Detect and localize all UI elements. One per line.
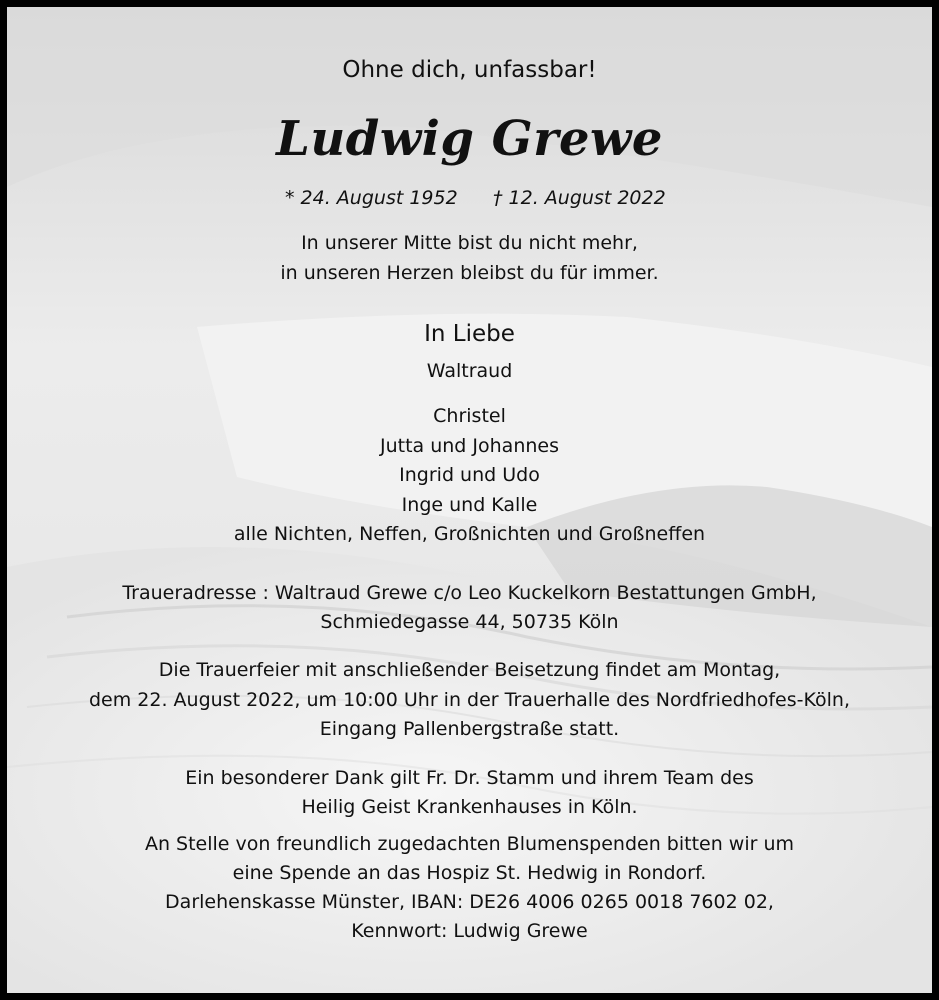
mourner: Jutta und Johannes (380, 435, 559, 457)
mourner: alle Nichten, Neffen, Großnichten und Großneffen (233, 523, 706, 545)
verse-line: In unserer Mitte bist du nicht mehr, (301, 232, 638, 254)
mourner: Ingrid und Udo (399, 464, 540, 486)
thanks-line: Heilig Geist Krankenhauses in Köln. (301, 796, 638, 818)
mourner: Inge und Kalle (401, 494, 538, 516)
obituary-text (7, 7, 932, 993)
ceremony-line: dem 22. August 2022, um 10:00 Uhr in der Trauerhalle des Nordfriedhofes-Köln, (88, 689, 850, 711)
address-line: Schmiedegasse 44, 50735 Köln (320, 611, 619, 633)
life-dates (7, 187, 932, 213)
mourner: Christel (433, 405, 506, 427)
address-line: Traueradresse : Waltraud Grewe c/o Leo Kuckelkorn Bestattungen GmbH, (122, 582, 817, 604)
thanks-line: Ein besonderer Dank gilt Fr. Dr. Stamm und ihrem Team des (185, 767, 754, 789)
verse-line: in unseren Herzen bleibst du für immer. (280, 262, 659, 284)
death-date: † 12. August 2022 (493, 187, 666, 209)
ceremony-line: Eingang Pallenbergstraße statt. (319, 718, 620, 740)
donation-line: eine Spende an das Hospiz St. Hedwig in Rondorf. (232, 862, 707, 884)
donation-line: Kennwort: Ludwig Grewe (351, 920, 588, 942)
deceased-name: Ludwig Grewe (276, 111, 663, 167)
birth-date: * 24. August 1952 (285, 187, 458, 209)
donation-line: An Stelle von freundlich zugedachten Blumenspenden bitten wir um (144, 833, 795, 855)
mourner: Waltraud (426, 360, 513, 382)
motto: Ohne dich, unfassbar! (342, 57, 597, 83)
ceremony-line: Die Trauerfeier mit anschließender Beisetzung findet am Montag, (158, 659, 781, 681)
in-liebe-heading: In Liebe (424, 321, 515, 347)
donation-line: Darlehenskasse Münster, IBAN: DE26 4006 0265 0018 7602 02, (165, 891, 774, 913)
